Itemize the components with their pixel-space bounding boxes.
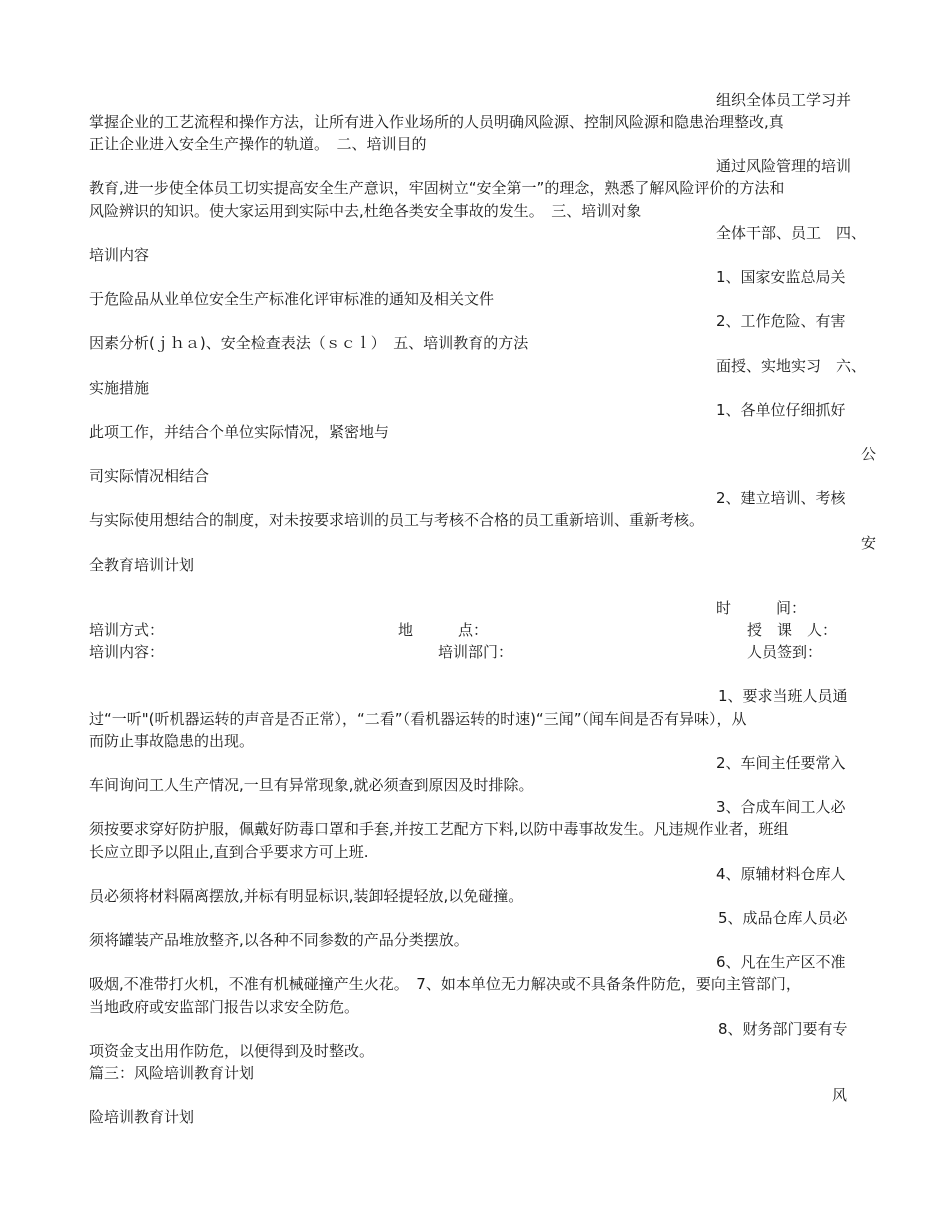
text-line: 吸烟,不准带打火机，不准有机械碰撞产生火花。 7、如本单位无力解决或不具备条件防危，要向主管部门，	[89, 975, 801, 993]
form-label-lecturer: 授 课 人：	[747, 621, 838, 639]
text-line: 因素分析(ｊｈａ)、安全检查表法（ｓｃｌ） 五、培训教育的方法	[89, 334, 529, 352]
form-label-signature: 人员签到：	[747, 643, 823, 661]
text-line: 安	[861, 534, 877, 552]
text-line: 须将罐装产品堆放整齐,以各种不同参数的产品分类摆放。	[89, 931, 469, 949]
text-line: 风险辨识的知识。使大家运用到实际中去,杜绝各类安全事故的发生。 三、培训对象	[89, 202, 642, 220]
text-line: 全教育培训计划	[89, 556, 195, 574]
form-label-department: 培训部门：	[438, 643, 514, 661]
text-line: 此项工作，并结合个单位实际情况，紧密地与	[89, 423, 390, 441]
text-line: 培训内容	[89, 246, 150, 264]
section-heading: 篇三：风险培训教育计划	[89, 1064, 255, 1082]
form-label-time: 时 间：	[716, 599, 807, 617]
text-line: 全体干部、员工 四、	[716, 224, 867, 242]
text-line: 长应立即予以阻止,直到合乎要求方可上班.	[89, 843, 369, 861]
text-line: 司实际情况相结合	[89, 467, 210, 485]
text-line: 面授、实地实习 六、	[716, 357, 867, 375]
text-line: 员必须将材料隔离摆放,并标有明显标识,装卸轻提轻放,以免碰撞。	[89, 887, 524, 905]
form-label-location: 地 点：	[398, 621, 489, 639]
text-line: 4、原辅材料仓库人	[716, 865, 846, 883]
text-line: 8、财务部门要有专	[718, 1020, 848, 1038]
text-line: 2、工作危险、有害	[716, 312, 846, 330]
form-label-method: 培训方式：	[89, 621, 165, 639]
text-line: 教育,进一步使全体员工切实提高安全生产意识，牢固树立“安全第一”的理念，熟悉了解风险评价的方法和	[89, 179, 785, 197]
text-line: 险培训教育计划	[89, 1108, 195, 1126]
text-line: 1、要求当班人员通	[718, 687, 848, 705]
text-line: 车间询问工人生产情况,一旦有异常现象,就必须查到原因及时排除。	[89, 776, 534, 794]
text-line: 实施措施	[89, 379, 150, 397]
text-line: 项资金支出用作防危，以便得到及时整改。	[89, 1042, 375, 1060]
text-line: 当地政府或安监部门报告以求安全防危。	[89, 998, 360, 1016]
text-line: 与实际使用想结合的制度，对未按要求培训的员工与考核不合格的员工重新培训、重新考核。	[89, 511, 705, 529]
text-line: 1、各单位仔细抓好	[716, 401, 846, 419]
text-line: 掌握企业的工艺流程和操作方法，让所有进入作业场所的人员明确风险源、控制风险源和隐患治理整改,真	[89, 113, 784, 131]
text-line: 过“一听"(听机器运转的声音是否正常），“二看”（看机器运转的时速)“三闻”（闻车间是否有异味），从	[89, 710, 747, 728]
text-line: 5、成品仓库人员必	[718, 909, 848, 927]
text-line: 2、建立培训、考核	[716, 489, 846, 507]
text-line: 6、凡在生产区不准	[716, 953, 846, 971]
form-label-content: 培训内容：	[89, 643, 165, 661]
text-line: 于危险品从业单位安全生产标准化评审标准的通知及相关文件	[89, 290, 495, 308]
text-line: 通过风险管理的培训	[716, 157, 852, 175]
text-line: 而防止事故隐患的出现。	[89, 732, 255, 750]
text-line: 正让企业进入安全生产操作的轨道。 二、培训目的	[89, 135, 427, 153]
text-line: 2、车间主任要常入	[716, 754, 846, 772]
text-line: 3、合成车间工人必	[716, 798, 846, 816]
text-line: 风	[832, 1086, 848, 1104]
text-line: 组织全体员工学习并	[716, 91, 852, 109]
text-line: 须按要求穿好防护服，佩戴好防毒口罩和手套,并按工艺配方下料,以防中毒事故发生。凡违规作业者，班组	[89, 820, 789, 838]
text-line: 1、国家安监总局关	[716, 268, 846, 286]
text-line: 公	[861, 445, 877, 463]
